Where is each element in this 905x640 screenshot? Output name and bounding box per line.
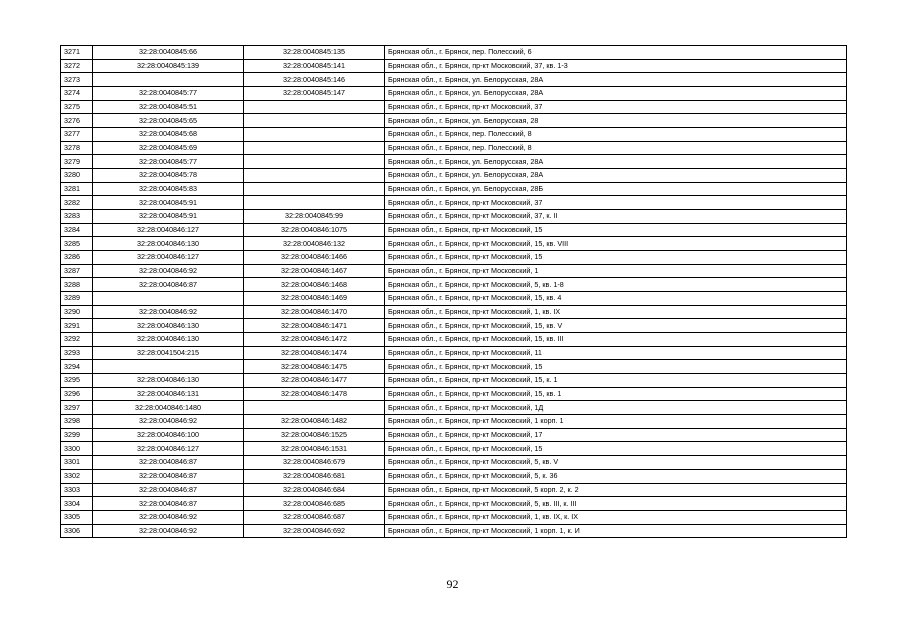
row-number-cell: 3279 [61,155,93,169]
old-cadastral-number-cell: 32:28:0040846:130 [93,319,244,333]
address-cell: Брянская обл., г. Брянск, пр-кт Московский, 15, кв. V [385,319,847,333]
new-cadastral-number-cell: 32:28:0040846:679 [244,456,385,470]
row-number-cell: 3287 [61,264,93,278]
address-cell: Брянская обл., г. Брянск, пр-кт Московский, 1 корп. 1, к. И [385,524,847,538]
table-row [61,73,847,87]
old-cadastral-number-cell: 32:28:0040845:91 [93,196,244,210]
row-number-cell: 3299 [61,428,93,442]
address-cell: Брянская обл., г. Брянск, пр-кт Московский, 15 [385,360,847,374]
row-number-cell: 3272 [61,59,93,73]
table-row [61,374,847,388]
address-cell: Брянская обл., г. Брянск, пр-кт Московский, 15 [385,223,847,237]
page-number: 92 [446,577,459,591]
table-row [61,251,847,265]
new-cadastral-number-cell: 32:28:0040846:1471 [244,319,385,333]
table-row [61,305,847,319]
new-cadastral-number-cell [244,100,385,114]
old-cadastral-number-cell: 32:28:0040846:127 [93,223,244,237]
old-cadastral-number-cell: 32:28:0040846:130 [93,374,244,388]
address-cell: Брянская обл., г. Брянск, пр-кт Московский, 37 [385,100,847,114]
row-number-cell: 3271 [61,46,93,60]
row-number-cell: 3297 [61,401,93,415]
table-row [61,237,847,251]
new-cadastral-number-cell [244,141,385,155]
address-cell: Брянская обл., г. Брянск, пр-кт Московский, 15 [385,251,847,265]
old-cadastral-number-cell: 32:28:0040846:87 [93,483,244,497]
new-cadastral-number-cell [244,114,385,128]
old-cadastral-number-cell: 32:28:0040845:91 [93,210,244,224]
new-cadastral-number-cell [244,196,385,210]
address-cell: Брянская обл., г. Брянск, пр-кт Московский, 37 [385,196,847,210]
address-cell: Брянская обл., г. Брянск, ул. Белорусская, 28 [385,114,847,128]
old-cadastral-number-cell: 32:28:0040845:77 [93,87,244,101]
new-cadastral-number-cell: 32:28:0040846:1475 [244,360,385,374]
address-cell: Брянская обл., г. Брянск, пр-кт Московский, 17 [385,428,847,442]
new-cadastral-number-cell: 32:28:0040846:1482 [244,415,385,429]
row-number-cell: 3277 [61,128,93,142]
old-cadastral-number-cell: 32:28:0040846:87 [93,456,244,470]
old-cadastral-number-cell: 32:28:0040846:92 [93,524,244,538]
table-row [61,223,847,237]
row-number-cell: 3291 [61,319,93,333]
table-row [61,442,847,456]
old-cadastral-number-cell: 32:28:0040846:100 [93,428,244,442]
new-cadastral-number-cell: 32:28:0040846:692 [244,524,385,538]
old-cadastral-number-cell [93,292,244,306]
table-row [61,155,847,169]
table-row [61,415,847,429]
old-cadastral-number-cell [93,73,244,87]
row-number-cell: 3295 [61,374,93,388]
address-cell: Брянская обл., г. Брянск, пр-кт Московский, 15, кв. 1 [385,387,847,401]
table-row [61,210,847,224]
address-cell: Брянская обл., г. Брянск, пр-кт Московский, 1Д [385,401,847,415]
new-cadastral-number-cell: 32:28:0040845:99 [244,210,385,224]
old-cadastral-number-cell: 32:28:0040846:127 [93,251,244,265]
old-cadastral-number-cell: 32:28:0040845:139 [93,59,244,73]
new-cadastral-number-cell: 32:28:0040846:132 [244,237,385,251]
row-number-cell: 3280 [61,169,93,183]
old-cadastral-number-cell: 32:28:0040846:87 [93,278,244,292]
address-cell: Брянская обл., г. Брянск, пр-кт Московский, 5, кв. V [385,456,847,470]
row-number-cell: 3274 [61,87,93,101]
old-cadastral-number-cell: 32:28:0040845:77 [93,155,244,169]
new-cadastral-number-cell: 32:28:0040845:135 [244,46,385,60]
address-cell: Брянская обл., г. Брянск, пр-кт Московский, 37, к. II [385,210,847,224]
table-row [61,469,847,483]
table-row [61,401,847,415]
old-cadastral-number-cell: 32:28:0040846:1480 [93,401,244,415]
row-number-cell: 3290 [61,305,93,319]
address-cell: Брянская обл., г. Брянск, пер. Полесский, 6 [385,46,847,60]
old-cadastral-number-cell: 32:28:0040846:87 [93,497,244,511]
row-number-cell: 3286 [61,251,93,265]
table-row [61,141,847,155]
table-row [61,497,847,511]
row-number-cell: 3292 [61,333,93,347]
table-row [61,264,847,278]
old-cadastral-number-cell: 32:28:0040845:69 [93,141,244,155]
address-cell: Брянская обл., г. Брянск, пр-кт Московский, 15, кв. III [385,333,847,347]
new-cadastral-number-cell: 32:28:0040846:1478 [244,387,385,401]
address-cell: Брянская обл., г. Брянск, ул. Белорусская, 28А [385,155,847,169]
address-cell: Брянская обл., г. Брянск, пр-кт Московский, 1, кв. IX [385,305,847,319]
row-number-cell: 3276 [61,114,93,128]
new-cadastral-number-cell: 32:28:0040846:1525 [244,428,385,442]
address-cell: Брянская обл., г. Брянск, пр-кт Московский, 15, кв. 4 [385,292,847,306]
new-cadastral-number-cell: 32:28:0040846:687 [244,510,385,524]
row-number-cell: 3303 [61,483,93,497]
row-number-cell: 3293 [61,346,93,360]
table-row [61,59,847,73]
row-number-cell: 3288 [61,278,93,292]
row-number-cell: 3298 [61,415,93,429]
address-cell: Брянская обл., г. Брянск, ул. Белорусская, 28А [385,169,847,183]
old-cadastral-number-cell: 32:28:0040846:131 [93,387,244,401]
table-row [61,428,847,442]
row-number-cell: 3273 [61,73,93,87]
row-number-cell: 3302 [61,469,93,483]
address-cell: Брянская обл., г. Брянск, ул. Белорусская, 28Б [385,182,847,196]
new-cadastral-number-cell: 32:28:0040846:1474 [244,346,385,360]
address-cell: Брянская обл., г. Брянск, пер. Полесский, 8 [385,141,847,155]
address-cell: Брянская обл., г. Брянск, пр-кт Московский, 5, кв. III, к. III [385,497,847,511]
row-number-cell: 3304 [61,497,93,511]
address-cell: Брянская обл., г. Брянск, пер. Полесский, 8 [385,128,847,142]
address-cell: Брянская обл., г. Брянск, пр-кт Московский, 5, кв. 1-8 [385,278,847,292]
table-row [61,87,847,101]
old-cadastral-number-cell: 32:28:0040845:78 [93,169,244,183]
table-row [61,292,847,306]
table-row [61,100,847,114]
new-cadastral-number-cell [244,182,385,196]
row-number-cell: 3306 [61,524,93,538]
address-cell: Брянская обл., г. Брянск, ул. Белорусская, 28А [385,87,847,101]
row-number-cell: 3283 [61,210,93,224]
old-cadastral-number-cell: 32:28:0040845:65 [93,114,244,128]
new-cadastral-number-cell: 32:28:0040846:1075 [244,223,385,237]
row-number-cell: 3285 [61,237,93,251]
old-cadastral-number-cell: 32:28:0041504:215 [93,346,244,360]
new-cadastral-number-cell: 32:28:0040846:1470 [244,305,385,319]
address-cell: Брянская обл., г. Брянск, пр-кт Московский, 11 [385,346,847,360]
new-cadastral-number-cell: 32:28:0040845:147 [244,87,385,101]
row-number-cell: 3296 [61,387,93,401]
table-row [61,278,847,292]
row-number-cell: 3294 [61,360,93,374]
old-cadastral-number-cell: 32:28:0040846:92 [93,510,244,524]
row-number-cell: 3284 [61,223,93,237]
old-cadastral-number-cell: 32:28:0040846:92 [93,264,244,278]
table-row [61,182,847,196]
old-cadastral-number-cell: 32:28:0040845:68 [93,128,244,142]
new-cadastral-number-cell: 32:28:0040846:1468 [244,278,385,292]
new-cadastral-number-cell: 32:28:0040846:1531 [244,442,385,456]
address-cell: Брянская обл., г. Брянск, пр-кт Московский, 15 [385,442,847,456]
old-cadastral-number-cell [93,360,244,374]
table-row [61,346,847,360]
new-cadastral-number-cell [244,155,385,169]
new-cadastral-number-cell: 32:28:0040846:681 [244,469,385,483]
new-cadastral-number-cell: 32:28:0040846:1472 [244,333,385,347]
address-cell: Брянская обл., г. Брянск, пр-кт Московский, 1, кв. IX, к. IX [385,510,847,524]
address-cell: Брянская обл., г. Брянск, пр-кт Московский, 1 корп. 1 [385,415,847,429]
old-cadastral-number-cell: 32:28:0040845:51 [93,100,244,114]
new-cadastral-number-cell [244,128,385,142]
table-row [61,114,847,128]
row-number-cell: 3281 [61,182,93,196]
address-cell: Брянская обл., г. Брянск, пр-кт Московский, 1 [385,264,847,278]
table-row [61,333,847,347]
table-row [61,483,847,497]
new-cadastral-number-cell [244,169,385,183]
address-cell: Брянская обл., г. Брянск, пр-кт Московский, 15, к. 1 [385,374,847,388]
address-cell: Брянская обл., г. Брянск, ул. Белорусская, 28А [385,73,847,87]
table-row [61,319,847,333]
table-body [61,46,847,538]
old-cadastral-number-cell: 32:28:0040846:92 [93,305,244,319]
new-cadastral-number-cell: 32:28:0040845:146 [244,73,385,87]
old-cadastral-number-cell: 32:28:0040845:66 [93,46,244,60]
address-cell: Брянская обл., г. Брянск, пр-кт Московский, 5 корп. 2, к. 2 [385,483,847,497]
row-number-cell: 3305 [61,510,93,524]
row-number-cell: 3300 [61,442,93,456]
row-number-cell: 3275 [61,100,93,114]
old-cadastral-number-cell: 32:28:0040846:130 [93,333,244,347]
old-cadastral-number-cell: 32:28:0040846:92 [93,415,244,429]
table-row [61,456,847,470]
old-cadastral-number-cell: 32:28:0040846:127 [93,442,244,456]
old-cadastral-number-cell: 32:28:0040845:83 [93,182,244,196]
table-row [61,387,847,401]
row-number-cell: 3301 [61,456,93,470]
new-cadastral-number-cell: 32:28:0040846:1466 [244,251,385,265]
new-cadastral-number-cell: 32:28:0040846:685 [244,497,385,511]
table-row [61,510,847,524]
address-cell: Брянская обл., г. Брянск, пр-кт Московский, 5, к. 36 [385,469,847,483]
row-number-cell: 3289 [61,292,93,306]
address-cell: Брянская обл., г. Брянск, пр-кт Московский, 37, кв. 1-3 [385,59,847,73]
table-row [61,46,847,60]
row-number-cell: 3278 [61,141,93,155]
table-row [61,360,847,374]
old-cadastral-number-cell: 32:28:0040846:130 [93,237,244,251]
address-cell: Брянская обл., г. Брянск, пр-кт Московский, 15, кв. VIII [385,237,847,251]
cadastral-table [60,45,847,538]
old-cadastral-number-cell: 32:28:0040846:87 [93,469,244,483]
row-number-cell: 3282 [61,196,93,210]
table-row [61,524,847,538]
new-cadastral-number-cell: 32:28:0040845:141 [244,59,385,73]
table-row [61,169,847,183]
new-cadastral-number-cell [244,401,385,415]
new-cadastral-number-cell: 32:28:0040846:1469 [244,292,385,306]
table-row [61,128,847,142]
new-cadastral-number-cell: 32:28:0040846:1477 [244,374,385,388]
new-cadastral-number-cell: 32:28:0040846:684 [244,483,385,497]
new-cadastral-number-cell: 32:28:0040846:1467 [244,264,385,278]
table-row [61,196,847,210]
